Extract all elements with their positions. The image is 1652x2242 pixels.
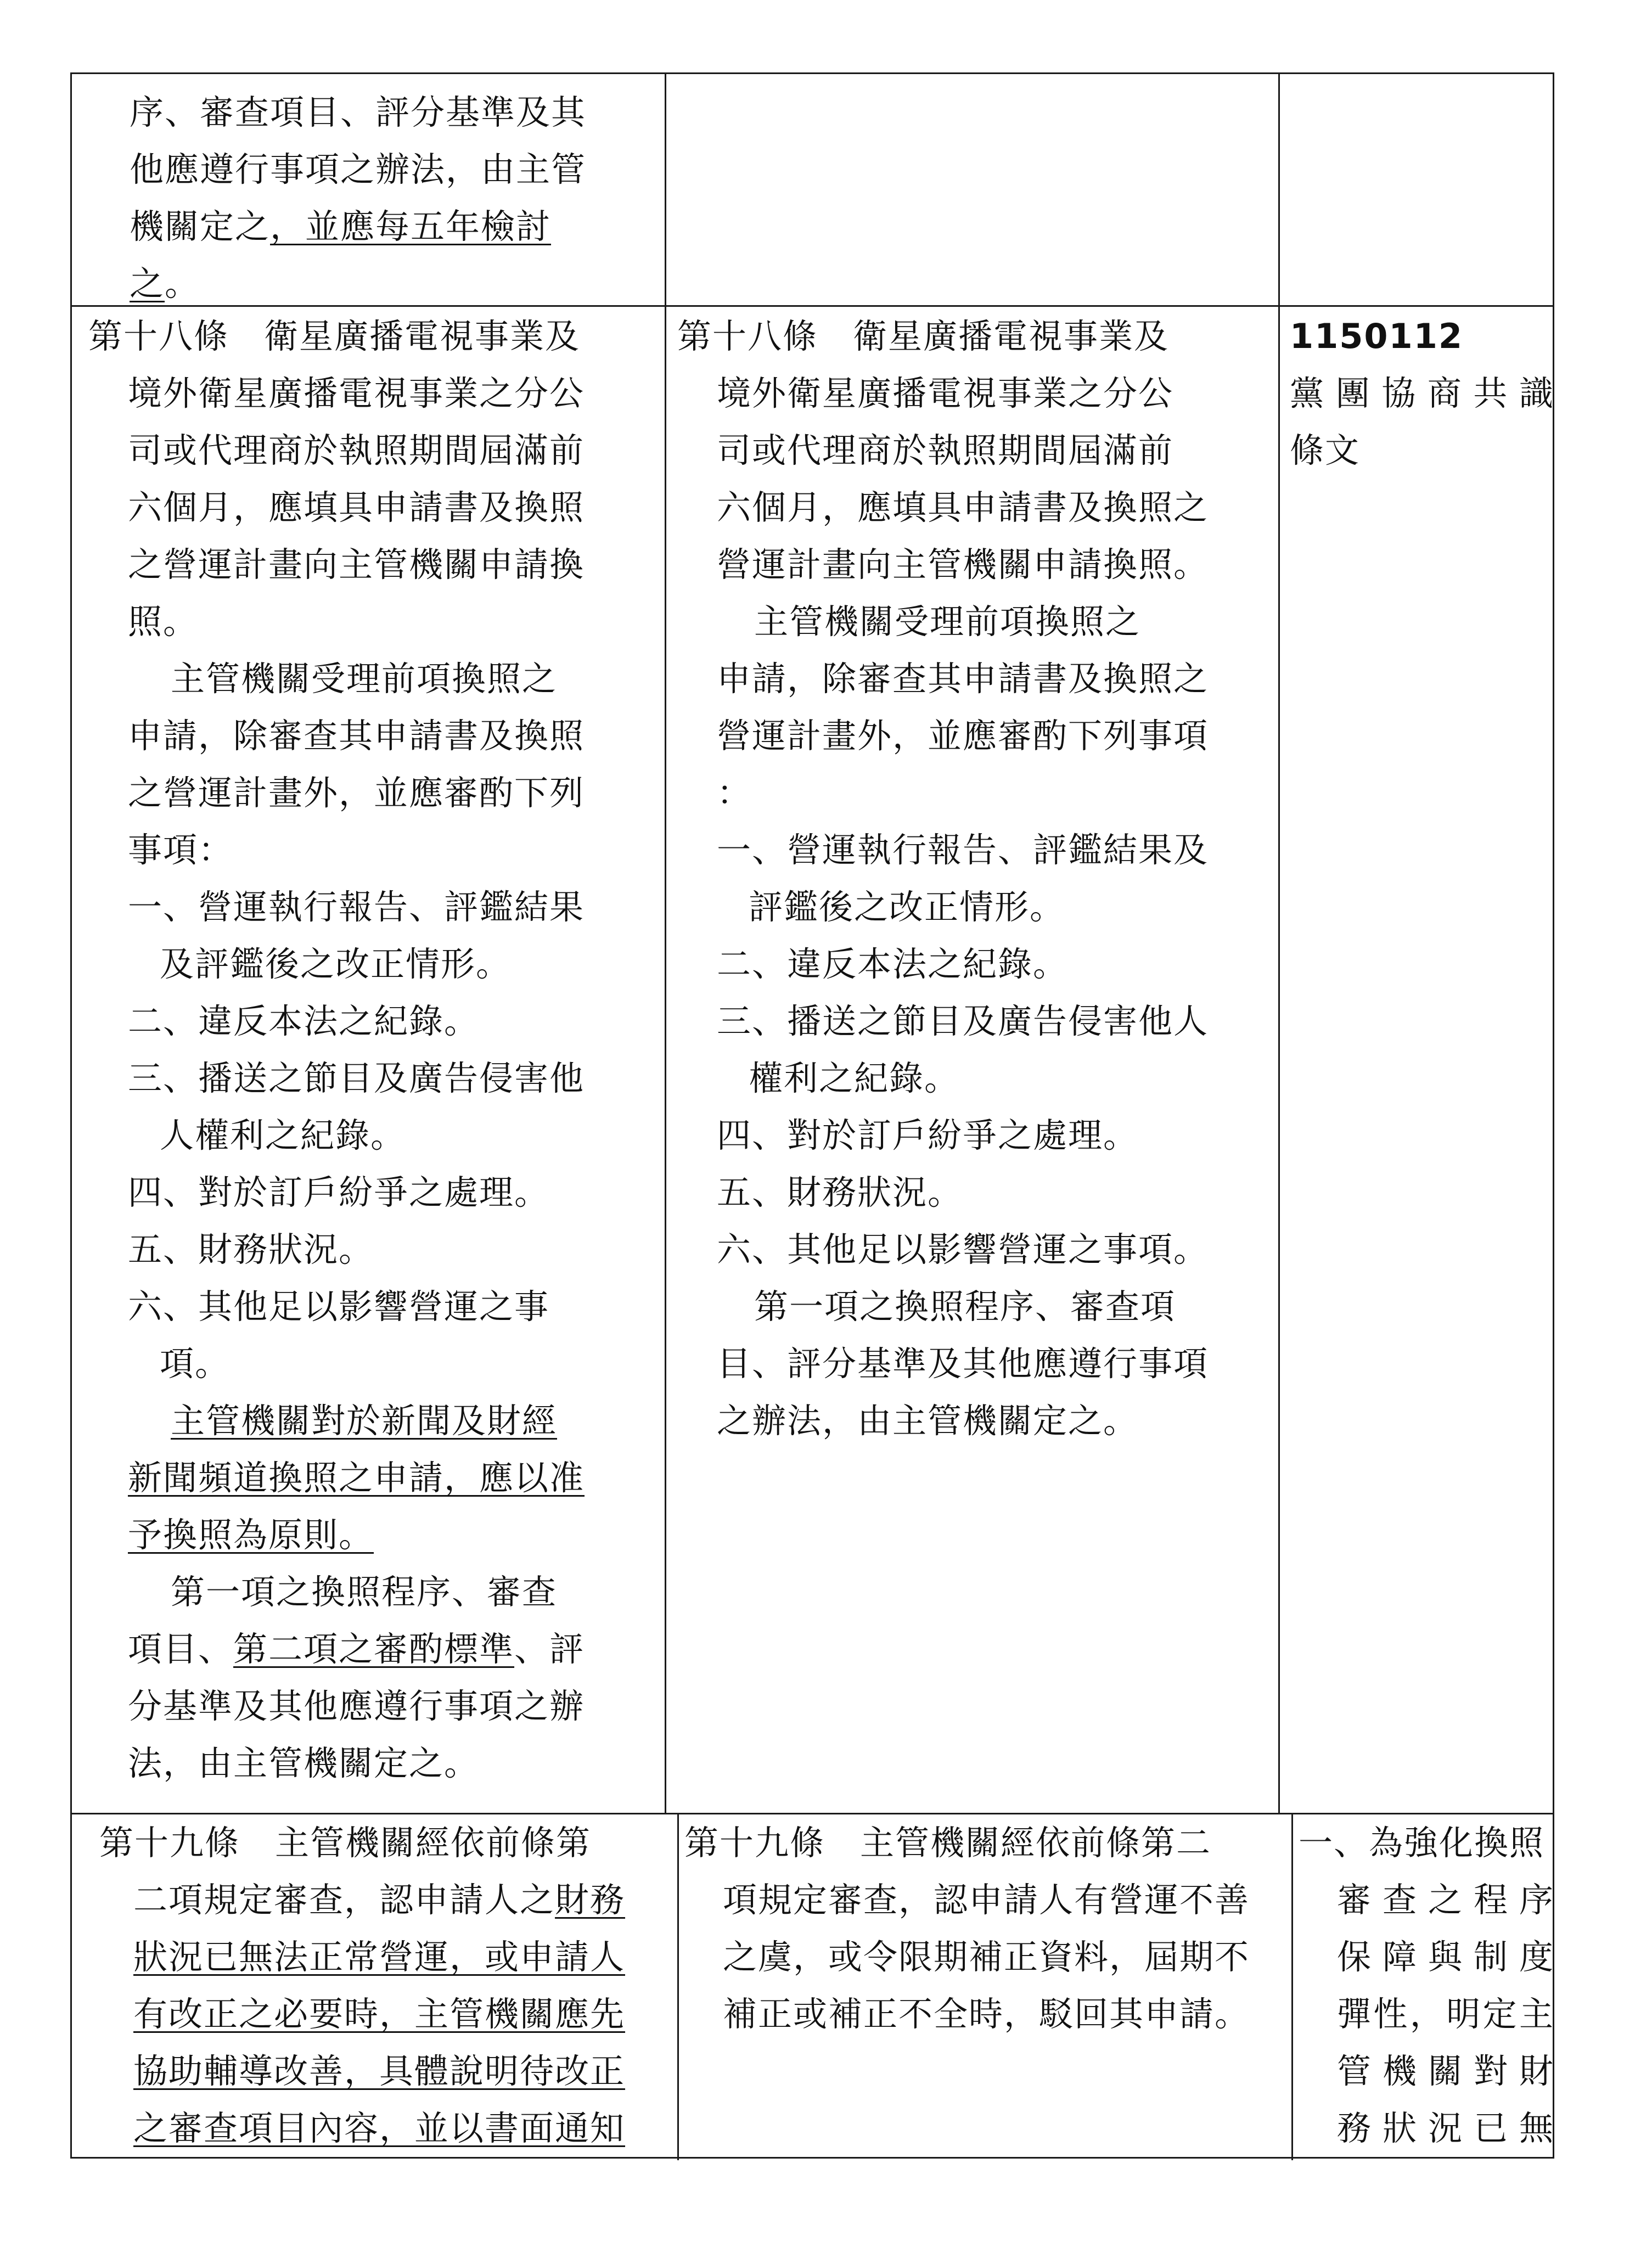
text-line	[679, 1986, 1291, 2043]
text-segment: 第十九條 主管機關經依前條第二	[684, 1823, 1212, 1863]
text-segment: 三、播送之節目及廣告侵害他人	[717, 1001, 1209, 1041]
text-line	[72, 1449, 665, 1507]
text-line	[666, 1392, 1278, 1449]
text-line	[666, 707, 1278, 765]
text-line	[72, 936, 665, 993]
text-line	[72, 879, 665, 936]
underlined-text: 主管機關對於新聞及財經	[171, 1401, 558, 1441]
text-segment: 項。	[160, 1344, 231, 1384]
underlined-text: 之審查項目內容，並以書面通知	[133, 2108, 626, 2148]
text-segment: 分基準及其他應遵行事項之辦	[128, 1686, 585, 1726]
text-line	[666, 479, 1278, 536]
text-line	[72, 707, 665, 765]
text-line	[72, 1621, 665, 1678]
text-segment: 申請，除審查其申請書及換照之	[717, 659, 1209, 699]
text-line	[72, 308, 665, 365]
text-line	[666, 1050, 1278, 1107]
text-line: 審查之程序	[1337, 1880, 1554, 1920]
underlined-text: 有改正之必要時，主管機關應先	[133, 1994, 626, 2034]
text-segment: 境外衛星廣播電視事業之分公	[717, 373, 1174, 413]
text-segment: 人權利之紀錄。	[160, 1115, 406, 1155]
row3-col1-amended-text	[72, 1814, 677, 2160]
text-line	[679, 1814, 1291, 1872]
text-line	[72, 1872, 677, 1929]
text-segment: 四、對於訂戶紛爭之處理。	[128, 1172, 550, 1212]
text-line	[666, 536, 1278, 593]
text-line: 彈性，明定主	[1337, 1994, 1554, 2034]
text-line	[666, 1335, 1278, 1392]
row1-col1-text	[72, 74, 665, 305]
text-line	[666, 650, 1278, 707]
text-segment: 四、對於訂戶紛爭之處理。	[717, 1115, 1139, 1155]
text-segment: ：	[717, 773, 752, 813]
text-segment: 補正或補正不全時，駁回其申請。	[723, 1994, 1250, 2034]
text-line	[666, 1107, 1278, 1164]
text-segment: 第十八條 衛星廣播電視事業及	[88, 316, 581, 356]
text-line	[72, 422, 665, 479]
row2-col2-current-text	[666, 307, 1278, 1813]
text-line	[679, 1872, 1291, 1929]
text-line	[72, 993, 665, 1050]
underlined-text: 之	[130, 263, 165, 304]
text-segment: 主管機關受理前項換照之	[171, 659, 558, 699]
text-line	[72, 1107, 665, 1164]
underlined-text: 予換照為原則。	[128, 1515, 374, 1555]
underlined-text: 協助輔導改善，具體說明待改正	[133, 2051, 626, 2091]
consensus-code: 1150112	[1290, 316, 1463, 356]
text-line	[72, 822, 665, 879]
text-segment: 二項規定審查，認申請人之	[133, 1880, 555, 1920]
text-line: 務狀況已無	[1337, 2108, 1554, 2148]
text-line	[666, 422, 1278, 479]
text-segment: 司或代理商於執照期間屆滿前	[128, 430, 585, 470]
text-segment: 。	[165, 263, 200, 304]
text-segment: 第一項之換照程序、審查項	[754, 1286, 1176, 1327]
text-line: 一、為強化換照	[1299, 1823, 1545, 1863]
text-segment: 權利之紀錄。	[749, 1058, 960, 1098]
text-segment: 照。	[128, 602, 199, 642]
text-line	[72, 1278, 665, 1335]
text-segment: 事項：	[128, 830, 234, 870]
text-segment: 六、其他足以影響營運之事項。	[717, 1229, 1209, 1269]
text-line	[72, 84, 665, 141]
text-line	[72, 1507, 665, 1564]
text-segment: 他應遵行事項之辦法，由主管	[130, 149, 587, 189]
text-segment: 營運計畫向主管機關申請換照。	[717, 544, 1209, 585]
text-line	[666, 1164, 1278, 1221]
text-line: 條文	[1290, 430, 1361, 470]
text-line	[72, 593, 665, 650]
text-segment: 營運計畫外，並應審酌下列事項	[717, 716, 1209, 756]
text-segment: 法，由主管機關定之。	[128, 1743, 480, 1783]
text-line	[666, 1221, 1278, 1278]
text-segment: 一、營運執行報告、評鑑結果	[128, 887, 585, 927]
underlined-text: 財務	[555, 1880, 626, 1920]
text-line	[666, 822, 1278, 879]
text-segment: 主管機關受理前項換照之	[754, 602, 1141, 642]
row1-col2-empty	[666, 74, 1278, 305]
text-line	[666, 365, 1278, 422]
text-line: 管機關對財	[1337, 2051, 1554, 2091]
text-line	[72, 1564, 665, 1621]
text-line	[679, 1929, 1291, 1986]
text-line	[72, 536, 665, 593]
text-line	[72, 2100, 677, 2157]
underlined-text: ，並應每五年檢討	[270, 206, 552, 246]
underlined-text: 狀況已無法正常營運，或申請人	[133, 1937, 626, 1977]
text-line: 黨團協商共識	[1290, 373, 1554, 413]
text-line	[666, 936, 1278, 993]
text-segment: 項目、	[128, 1629, 234, 1669]
text-line	[72, 198, 665, 255]
text-line	[72, 765, 665, 822]
text-segment: 第十八條 衛星廣播電視事業及	[677, 316, 1170, 356]
underlined-text: 新聞頻道換照之申請，應以准	[128, 1458, 585, 1498]
text-segment: 序、審查項目、評分基準及其	[130, 92, 587, 132]
text-segment: 六個月，應填具申請書及換照	[128, 487, 585, 527]
row3-col2-current-text	[679, 1814, 1291, 2160]
text-line	[72, 141, 665, 198]
text-line	[666, 879, 1278, 936]
text-line	[72, 255, 665, 305]
text-segment: 六、其他足以影響營運之事	[128, 1286, 550, 1327]
text-segment: 之虞，或令限期補正資料，屆期不	[723, 1937, 1250, 1977]
text-line	[72, 1735, 665, 1792]
text-line	[666, 765, 1278, 822]
text-segment: 境外衛星廣播電視事業之分公	[128, 373, 585, 413]
text-segment: 五、財務狀況。	[717, 1172, 963, 1212]
text-segment: 項規定審查，認申請人有營運不善	[723, 1880, 1250, 1920]
text-line	[72, 1164, 665, 1221]
text-segment: 及評鑑後之改正情形。	[160, 944, 512, 984]
text-segment: 機關定之	[130, 206, 271, 246]
text-segment: 目、評分基準及其他應遵行事項	[717, 1344, 1209, 1384]
text-line: 保障與制度	[1337, 1937, 1554, 1977]
text-line	[72, 1392, 665, 1449]
text-segment: 之營運計畫外，並應審酌下列	[128, 773, 585, 813]
text-line	[72, 479, 665, 536]
text-segment: 二、違反本法之紀錄。	[128, 1001, 480, 1041]
underlined-text: 第二項之審酌標準	[233, 1629, 515, 1669]
text-line	[666, 993, 1278, 1050]
text-line	[72, 1221, 665, 1278]
text-line	[72, 1986, 677, 2043]
text-line	[72, 1929, 677, 1986]
text-segment: 之辦法，由主管機關定之。	[717, 1401, 1139, 1441]
text-segment: 申請，除審查其申請書及換照	[128, 716, 585, 756]
comparison-table	[70, 72, 1554, 2159]
row2-col3-note	[1280, 307, 1554, 1813]
text-line	[666, 308, 1278, 365]
text-segment: 評鑑後之改正情形。	[749, 887, 1065, 927]
text-line	[72, 365, 665, 422]
text-segment: 六個月，應填具申請書及換照之	[717, 487, 1209, 527]
text-line	[666, 1278, 1278, 1335]
text-segment: 之營運計畫向主管機關申請換	[128, 544, 585, 585]
text-line	[72, 1050, 665, 1107]
row1-col3-empty	[1280, 74, 1554, 305]
text-segment: 第十九條 主管機關經依前條第	[99, 1823, 592, 1863]
row2-col1-amended-text	[72, 307, 665, 1813]
text-segment: 第一項之換照程序、審查	[171, 1572, 558, 1612]
text-line	[72, 650, 665, 707]
text-line	[72, 2043, 677, 2100]
text-segment: 二、違反本法之紀錄。	[717, 944, 1069, 984]
text-line	[72, 1335, 665, 1392]
text-segment: 三、播送之節目及廣告侵害他	[128, 1058, 585, 1098]
row3-col3-explanation	[1293, 1814, 1554, 2160]
text-line	[72, 1814, 677, 1872]
text-segment: 一、營運執行報告、評鑑結果及	[717, 830, 1209, 870]
text-segment: 司或代理商於執照期間屆滿前	[717, 430, 1174, 470]
text-line	[666, 593, 1278, 650]
text-segment: 五、財務狀況。	[128, 1229, 374, 1269]
text-segment: 、評	[514, 1629, 585, 1669]
text-line	[72, 1678, 665, 1735]
